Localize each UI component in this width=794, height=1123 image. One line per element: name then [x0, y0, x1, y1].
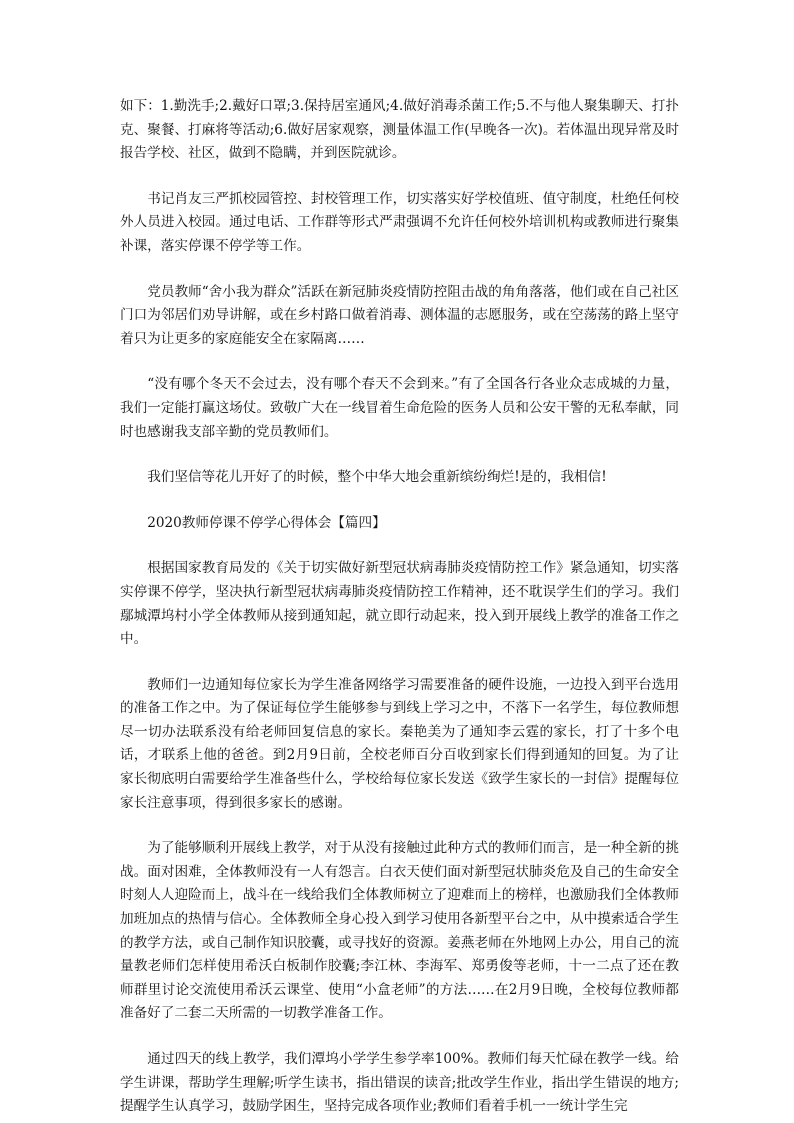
paragraph-5: 我们坚信等花儿开好了的时候，整个中华大地会重新缤纷绚烂!是的，我相信! [147, 469, 607, 486]
paragraph-7: 教师们一边通知每位家长为学生准备网络学习需要准备的硬件设施，一边投入到平台选用的准备工作之中。为了保证每位学生能够参与到线上学习之中，不落下一名学生，每位教师想尽一切办法联系没有给老师回复信息的家长。秦艳美为了通知李云霆的家长，打了十多个电话，才联系上他的爸爸。到2月9日前，全校老师百分百收到家长们得到通知的回复。为了让家长彻底明白需要给学生准备些什么，学校给每位家长发送《致学生家长的一封信》提醒每位家长注意事项，得到很多家长的感谢。 [120, 676, 679, 811]
paragraph-3: 党员教师“舍小我为群众”活跃在新冠肺炎疫情防控阻击战的角角落落，他们或在自己社区门口为邻居们劝导讲解，或在乡村路口做着消毒、测体温的志愿服务，或在空荡荡的路上坚守着只为让更多的家庭能安全在家隔离…… [120, 283, 679, 347]
paragraph-4: “没有哪个冬天不会过去，没有哪个春天不会到来。”有了全国各行各业众志成城的力量，我们一定能打赢这场仗。致敬广大在一线冒着生命危险的医务人员和公安干警的无私奉献，同时也感谢我支部辛勤的党员教师们。 [120, 376, 679, 440]
paragraph-1: 如下：1.勤洗手;2.戴好口罩;3.保持居室通风;4.做好消毒杀菌工作;5.不与他人聚集聊天、打扑克、聚餐、打麻将等活动;6.做好居家观察，测量体温工作(早晚各一次)。若体温出现异常及时报告学校、社区，做到不隐瞒，并到医院就诊。 [120, 98, 679, 162]
section-heading: 2020教师停课不停学心得体会【篇四】 [147, 514, 386, 531]
paragraph-8: 为了能够顺利开展线上教学，对于从没有接触过此种方式的教师们而言，是一种全新的挑战。面对困难，全体教师没有一人有怨言。白衣天使们面对新型冠状肺炎危及自己的生命安全时刻人人迎险而上，战斗在一线给我们全体教师树立了迎难而上的榜样，也激励我们全体教师加班加点的热情与信心。全体教师全身心投入到学习使用各新型平台之中，从中摸索适合学生的教学方法，或自己制作知识胶囊，或寻找好的资源。姜燕老师在外地网上办公，用自己的流量教老师们怎样使用希沃白板制作胶囊;李江林、李海军、郑勇俊等老师，十一二点了还在教师群里讨论交流使用希沃云课堂、使用“小盒老师”的方法……在2月9日晚，全校每位教师都准备好了二套二天所需的一切教学准备工作。 [120, 840, 679, 1022]
paragraph-6: 根据国家教育局发的《关于切实做好新型冠状病毒肺炎疫情防控工作》紧急通知，切实落实停课不停学，坚决执行新型冠状病毒肺炎疫情防控工作精神，还不耽误学生们的学习。我们鄢城潭坞村小学全体教师从接到通知起，就立即行动起来，投入到开展线上教学的准备工作之中。 [120, 560, 679, 648]
paragraph-2: 书记肖友三严抓校园管控、封校管理工作，切实落实好学校值班、值守制度，杜绝任何校外人员进入校园。通过电话、工作群等形式严肃强调不允许任何校外培训机构或教师进行聚集补课，落实停课不停学等工作。 [120, 190, 679, 254]
paragraph-9: 通过四天的线上教学，我们潭坞小学学生参学率100%。教师们每天忙碌在教学一线。给学生讲课，帮助学生理解;听学生读书，指出错误的读音;批改学生作业，指出学生错误的地方;提醒学生认真学习，鼓励学困生，坚持完成各项作业;教师们看着手机一一统计学生完 [120, 1051, 679, 1115]
